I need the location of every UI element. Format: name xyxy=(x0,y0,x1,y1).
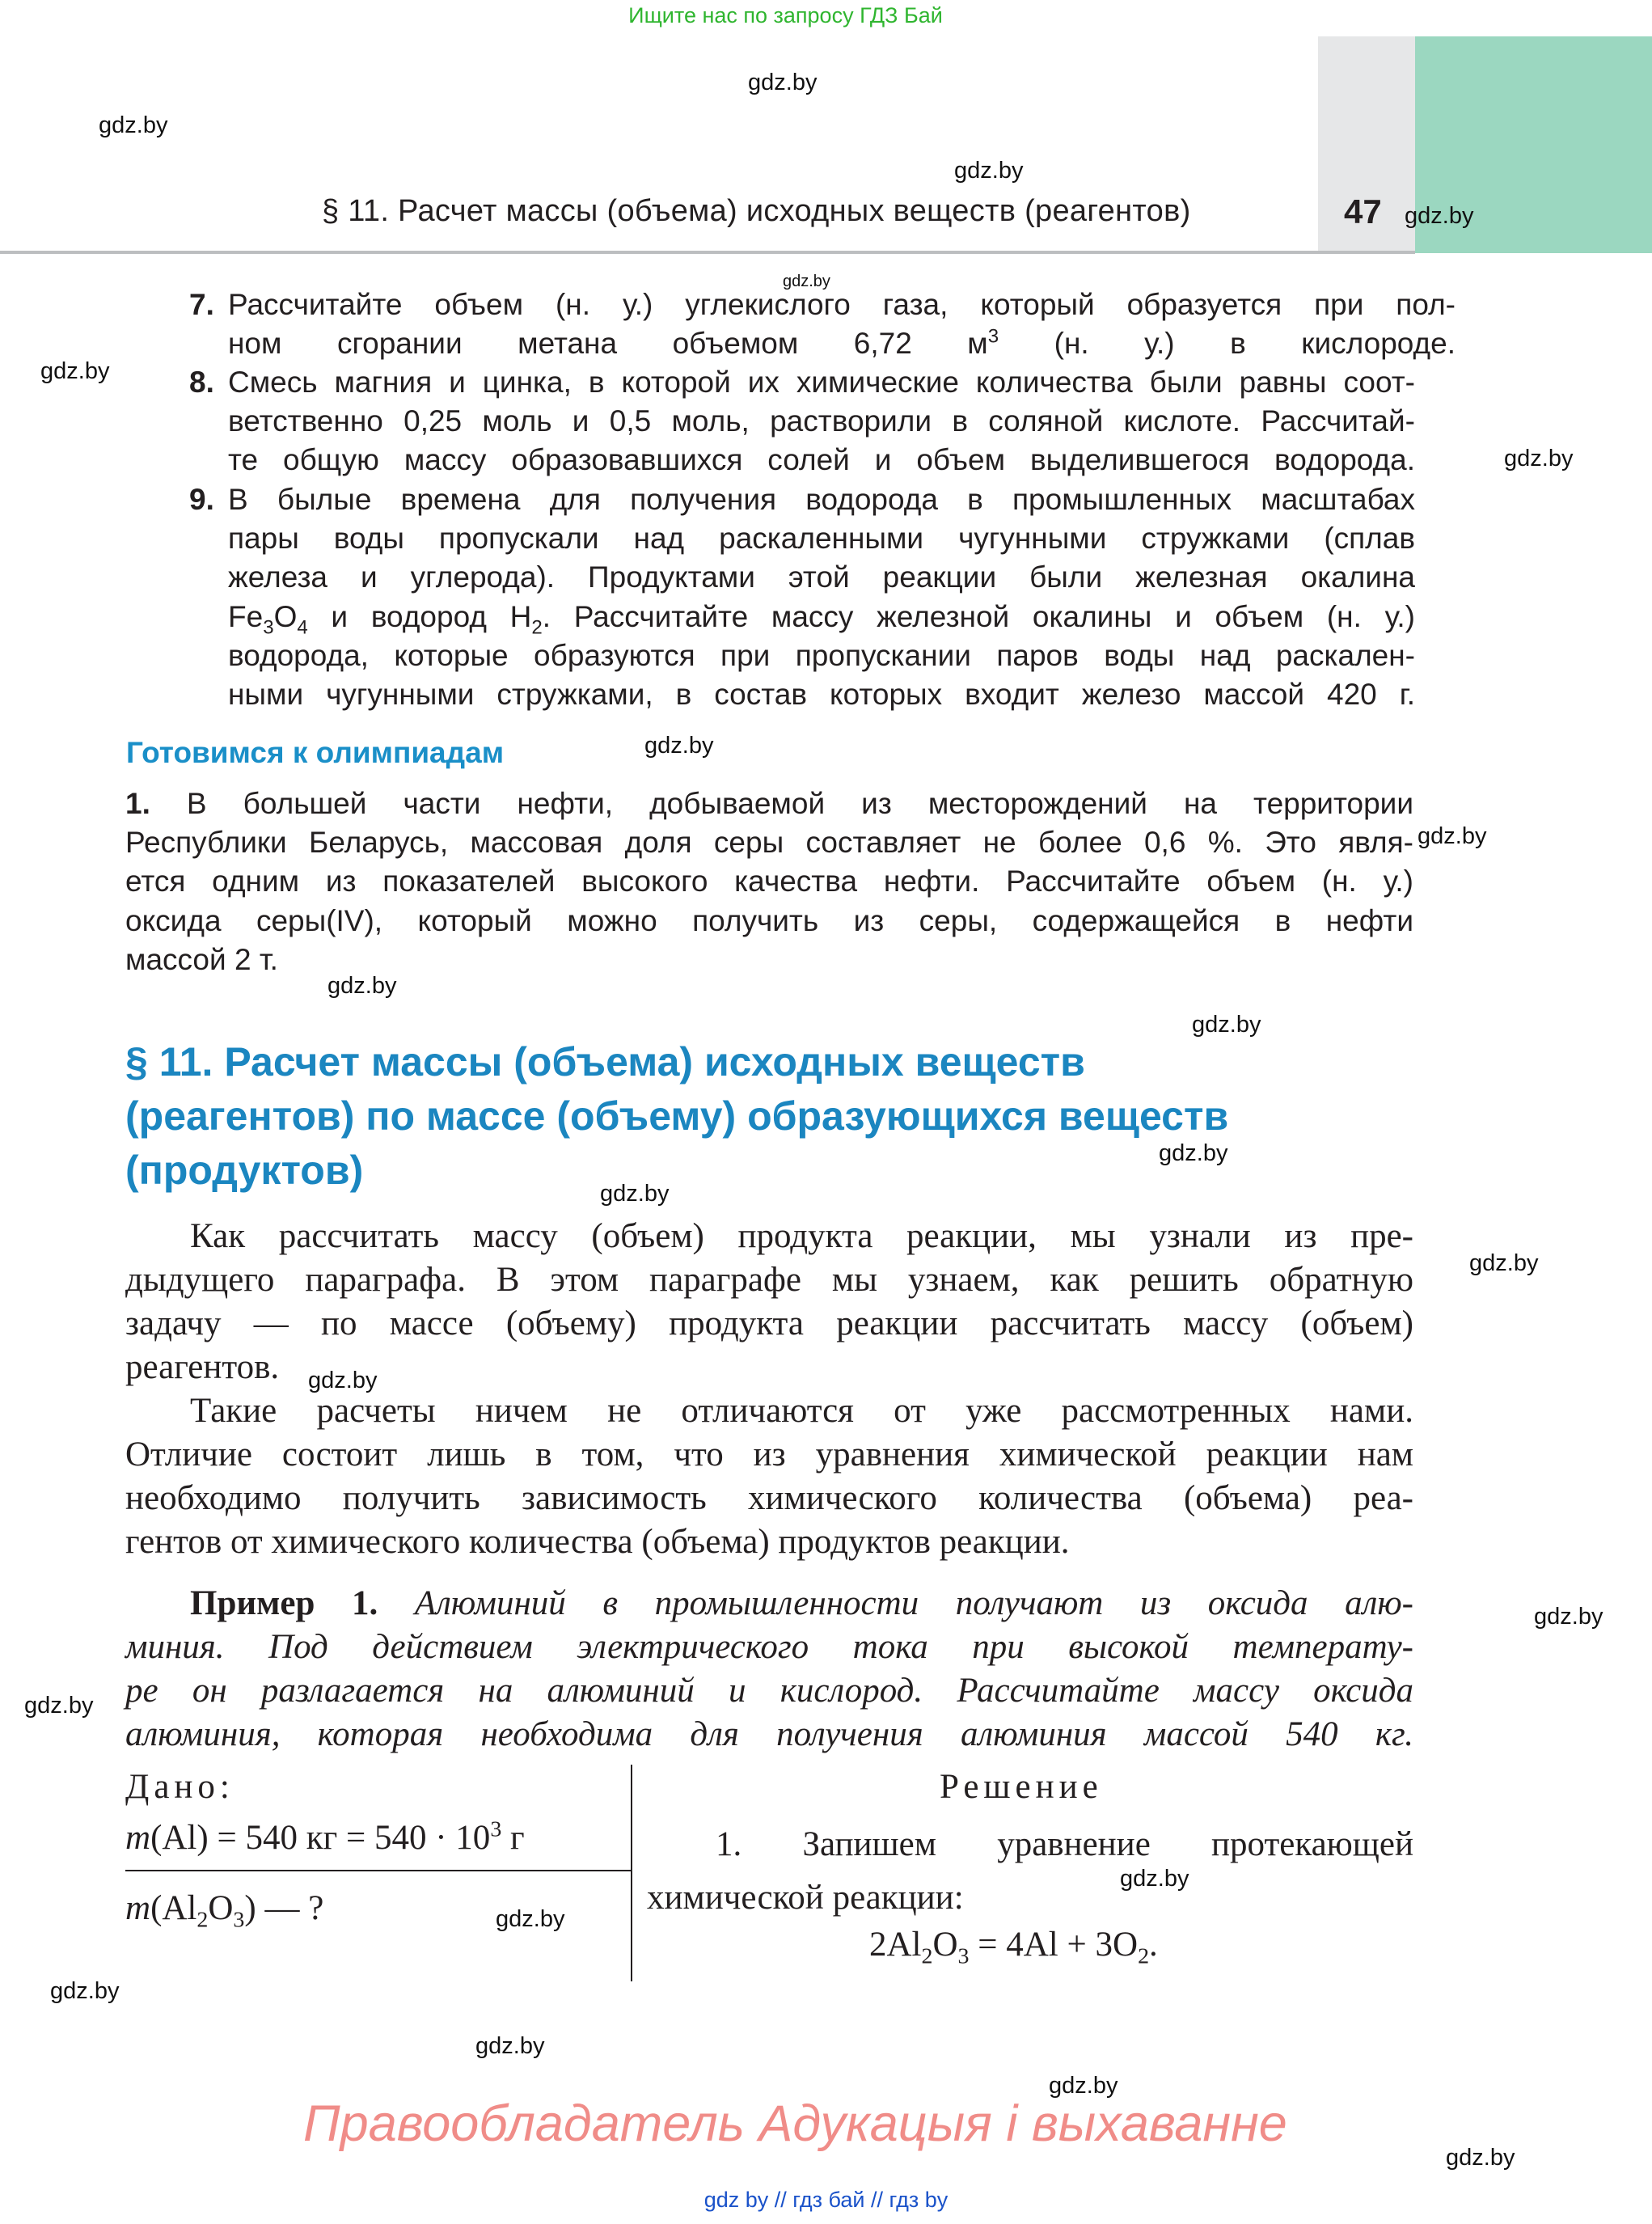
para-line: необходимо получить зависимость химического количества (объема) реа- xyxy=(125,1479,1413,1517)
watermark: gdz.by xyxy=(954,158,1024,184)
para-line: Пример 1. Алюминий в промышленности получают из оксида алю- xyxy=(190,1584,1414,1622)
watermark: gdz.by xyxy=(1418,823,1487,849)
task-line: ется одним из показателей высокого качества нефти. Рассчитайте объем (н. у.) xyxy=(125,865,1413,898)
task-line: 1. В большей части нефти, добываемой из месторождений на территории xyxy=(125,787,1413,820)
watermark: gdz.by xyxy=(475,2033,545,2059)
given-divider-vertical xyxy=(631,1765,632,1981)
para-line: ре он разлагается на алюминий и кислород. Рассчитайте массу оксида xyxy=(125,1672,1413,1710)
watermark: gdz.by xyxy=(308,1368,378,1393)
watermark: gdz.by xyxy=(783,273,830,290)
watermark: gdz.by xyxy=(1049,2073,1118,2099)
task-number: 8. xyxy=(189,366,214,399)
task-line: массой 2 т. xyxy=(125,942,278,976)
task-line: водорода, которые образуются при пропускании паров воды над раскален- xyxy=(228,638,1415,672)
watermark: gdz.by xyxy=(1159,1140,1228,1166)
para-line: задачу — по массе (объему) продукта реакции рассчитать массу (объем) xyxy=(125,1304,1413,1342)
task-7 xyxy=(189,285,1456,363)
task-line: $Fe_3O_4$ и водород $H_2$. Рассчитайте массу железной окалины и объем (н. у.) xyxy=(228,599,1415,638)
task-line: оксида серы(IV), который можно получить из серы, содержащейся в нефти xyxy=(125,903,1413,937)
para-line: Отличие состоит лишь в том, что из уравнения химической реакции нам xyxy=(125,1435,1413,1474)
header-rule xyxy=(0,251,1415,254)
watermark: gdz.by xyxy=(1446,2145,1515,2171)
watermark: gdz.by xyxy=(600,1181,670,1207)
watermark: gdz.by xyxy=(24,1693,94,1719)
watermark: gdz.by xyxy=(644,733,714,759)
watermark: gdz.by xyxy=(327,973,397,999)
task-line: ном сгорании метана объемом 6,72 $м^3$ (н. у.) в кислороде. xyxy=(228,325,1456,361)
para-line: алюминия, которая необходима для получения алюминия массой 540 кг. xyxy=(125,1715,1413,1753)
section-title: § 11. Расчет массы (объема) исходных веществ (реагентов) по массе (объему) образующихся веществ (продуктов) xyxy=(125,1039,1229,1193)
paragraph-2 xyxy=(125,1389,1413,1564)
given-unknown: $m(Al_2O_3)$ — ? xyxy=(125,1889,324,1933)
example-label: Пример 1. xyxy=(190,1584,378,1622)
watermark: gdz.by xyxy=(1192,1012,1261,1038)
para-line: Такие расчеты ничем не отличаются от уже рассмотренных нами. xyxy=(190,1392,1413,1430)
running-title: § 11. Расчет массы (объема) исходных веществ (реагентов) xyxy=(322,194,1191,228)
given-mass-al: m(Al) = 540 кг = $540 \cdot 10^3$ г xyxy=(125,1816,525,1857)
footer-links: gdz by // гдз бай // гдз by xyxy=(703,2188,949,2212)
task-line: ными чугунными стружками, в состав которых входит железо массой 420 г. xyxy=(228,677,1415,711)
task-line: ветственно 0,25 моль и 0,5 моль, растворили в соляной кислоте. Рассчитай- xyxy=(228,404,1415,438)
task-line: Республики Беларусь, массовая доля серы составляет не более 0,6 %. Это явля- xyxy=(125,826,1413,860)
watermark: gdz.by xyxy=(40,358,110,384)
task-line: железа и углерода). Продуктами этой реакции были железная окалина xyxy=(228,560,1415,594)
task-9 xyxy=(189,480,1415,714)
para-line: дыдущего параграфа. В этом параграфе мы узнаем, как решить обратную xyxy=(125,1261,1413,1299)
watermark: gdz.by xyxy=(1405,203,1474,229)
watermark: gdz.by xyxy=(1120,1866,1189,1892)
watermark: gdz.by xyxy=(748,70,818,95)
olympiad-heading: Готовимся к олимпиадам xyxy=(126,736,505,769)
task-line: В былые времена для получения водорода в промышленных масштабах xyxy=(228,483,1415,516)
task-line: Смесь магния и цинка, в которой их химические количества были равны соот- xyxy=(228,366,1415,399)
olympiad-task-1 xyxy=(125,784,1413,979)
copyright-owner-note: Правообладатель Адукацыя і выхаванне xyxy=(303,2095,1287,2152)
top-note: Ищите нас по запросу ГДЗ Бай xyxy=(628,3,943,27)
watermark: gdz.by xyxy=(1504,446,1574,471)
page-number: 47 xyxy=(1344,192,1382,230)
task-number: 9. xyxy=(189,483,214,516)
reaction-equation: $2Al_2O_3 = 4Al + 3O_2$. xyxy=(869,1926,1158,1969)
task-line: те общую массу образовавшихся солей и объем выделившегося водорода. xyxy=(228,443,1415,477)
task-line: пары воды пропускали над раскаленными чугунными стружками (сплав xyxy=(228,522,1415,556)
watermark: gdz.by xyxy=(1469,1250,1539,1276)
watermark: gdz.by xyxy=(99,112,168,138)
watermark: gdz.by xyxy=(1534,1604,1603,1630)
task-line: Рассчитайте объем (н. у.) углекислого газа, который образуется при пол- xyxy=(228,288,1456,321)
example-1 xyxy=(125,1582,1413,1757)
watermark: gdz.by xyxy=(496,1906,565,1932)
solution-step-1: 1. Запишем уравнение протекающей химической реакции: xyxy=(647,1825,1413,1917)
para-line: Как рассчитать массу (объем) продукта реакции, мы узнали из пре- xyxy=(190,1217,1413,1255)
solution-label: Решение xyxy=(940,1768,1103,1806)
para-line: гентов от химического количества (объема) продуктов реакции. xyxy=(125,1523,1070,1561)
para-line: миния. Под действием электрического тока при высокой температу- xyxy=(125,1628,1413,1666)
paragraph-1 xyxy=(125,1215,1413,1389)
watermark: gdz.by xyxy=(50,1978,120,2004)
task-number: 7. xyxy=(189,288,214,321)
task-8 xyxy=(189,363,1415,480)
given-divider-horizontal xyxy=(125,1870,631,1871)
given-label: Дано: xyxy=(125,1768,234,1806)
para-line: реагентов. xyxy=(125,1348,280,1386)
